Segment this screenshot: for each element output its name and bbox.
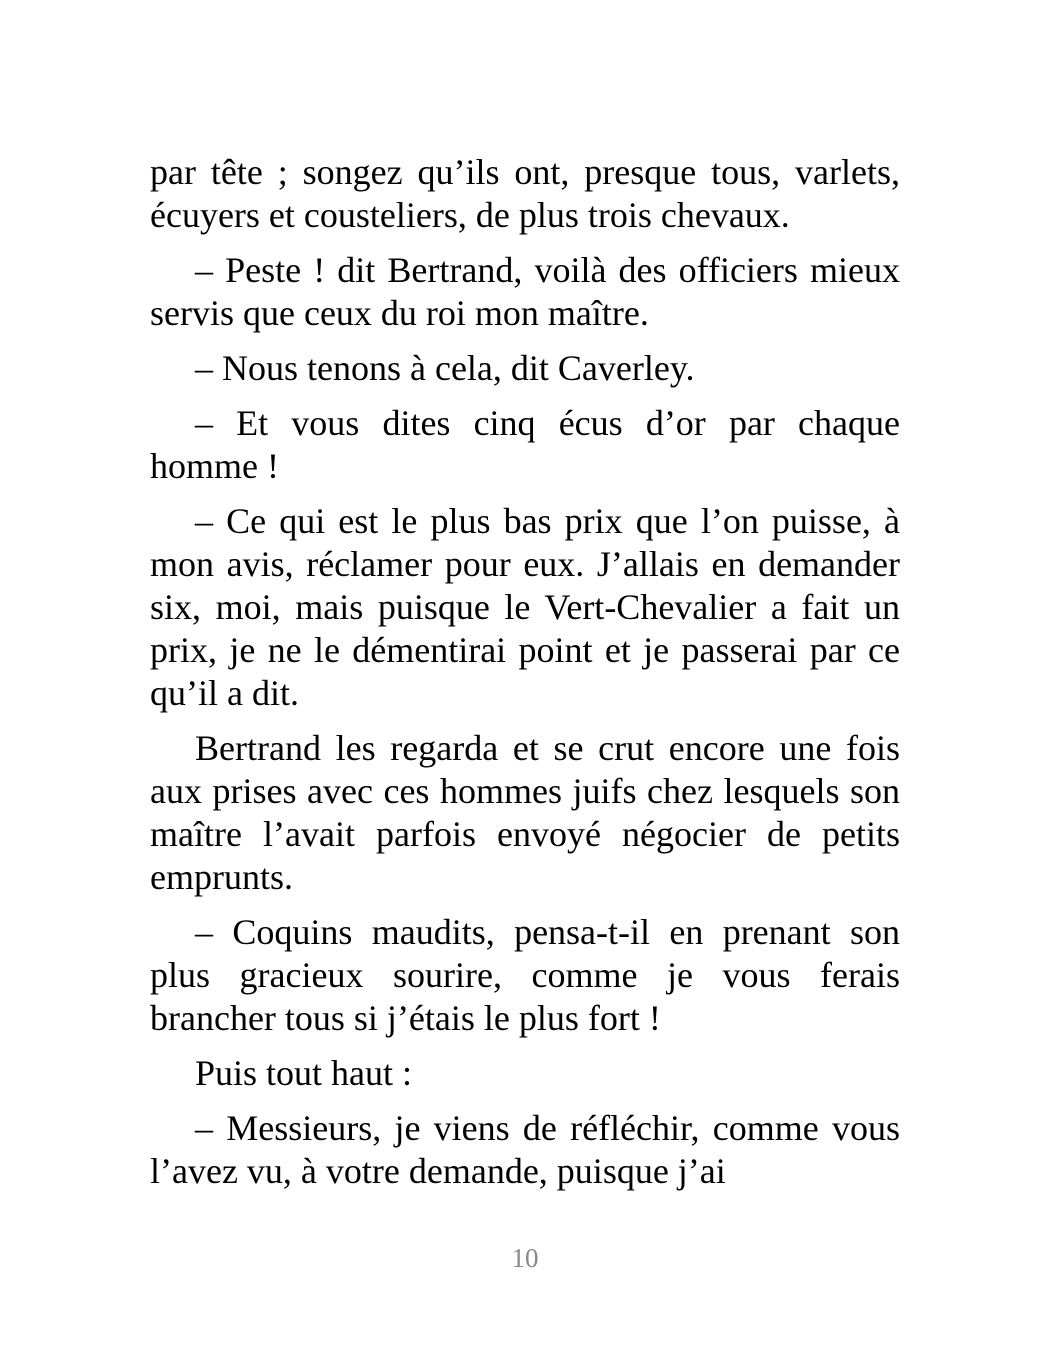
paragraph-dialogue-bertrand-peste: – Peste ! dit Bertrand, voilà des officiers mieux servis que ceux du roi mon maître. <box>150 250 900 333</box>
paragraph-dialogue-cinq-ecus: – Et vous dites cinq écus d’or par chaque homme ! <box>150 403 900 486</box>
page-body-text <box>150 151 900 1205</box>
paragraph-dialogue-caverley: – Nous tenons à cela, dit Caverley. <box>195 348 695 388</box>
paragraph-narration-puis: Puis tout haut : <box>195 1053 413 1093</box>
paragraph-dialogue-bas-prix: – Ce qui est le plus bas prix que l’on puisse, à mon avis, réclamer pour eux. J’allais en demander six, moi, mais puisque le Vert-Chevalier a fait un prix, je ne le démentirai point et je passerai par ce qu’il a dit. <box>150 501 900 713</box>
paragraph-dialogue-messieurs: – Messieurs, je viens de réfléchir, comme vous l’avez vu, à votre demande, puisque j’ai <box>150 1108 900 1191</box>
paragraph-narration-bertrand: Bertrand les regarda et se crut encore une fois aux prises avec ces hommes juifs chez lesquels son maître l’avait parfois envoyé négocier de petits emprunts. <box>150 728 900 897</box>
paragraph-continued: par tête ; songez qu’ils ont, presque tous, varlets, écuyers et cousteliers, de plus trois chevaux. <box>150 152 900 235</box>
page-number: 10 <box>511 1243 539 1273</box>
paragraph-dialogue-coquins: – Coquins maudits, pensa-t-il en prenant son plus gracieux sourire, comme je vous ferais brancher tous si j’étais le plus fort ! <box>150 912 900 1038</box>
